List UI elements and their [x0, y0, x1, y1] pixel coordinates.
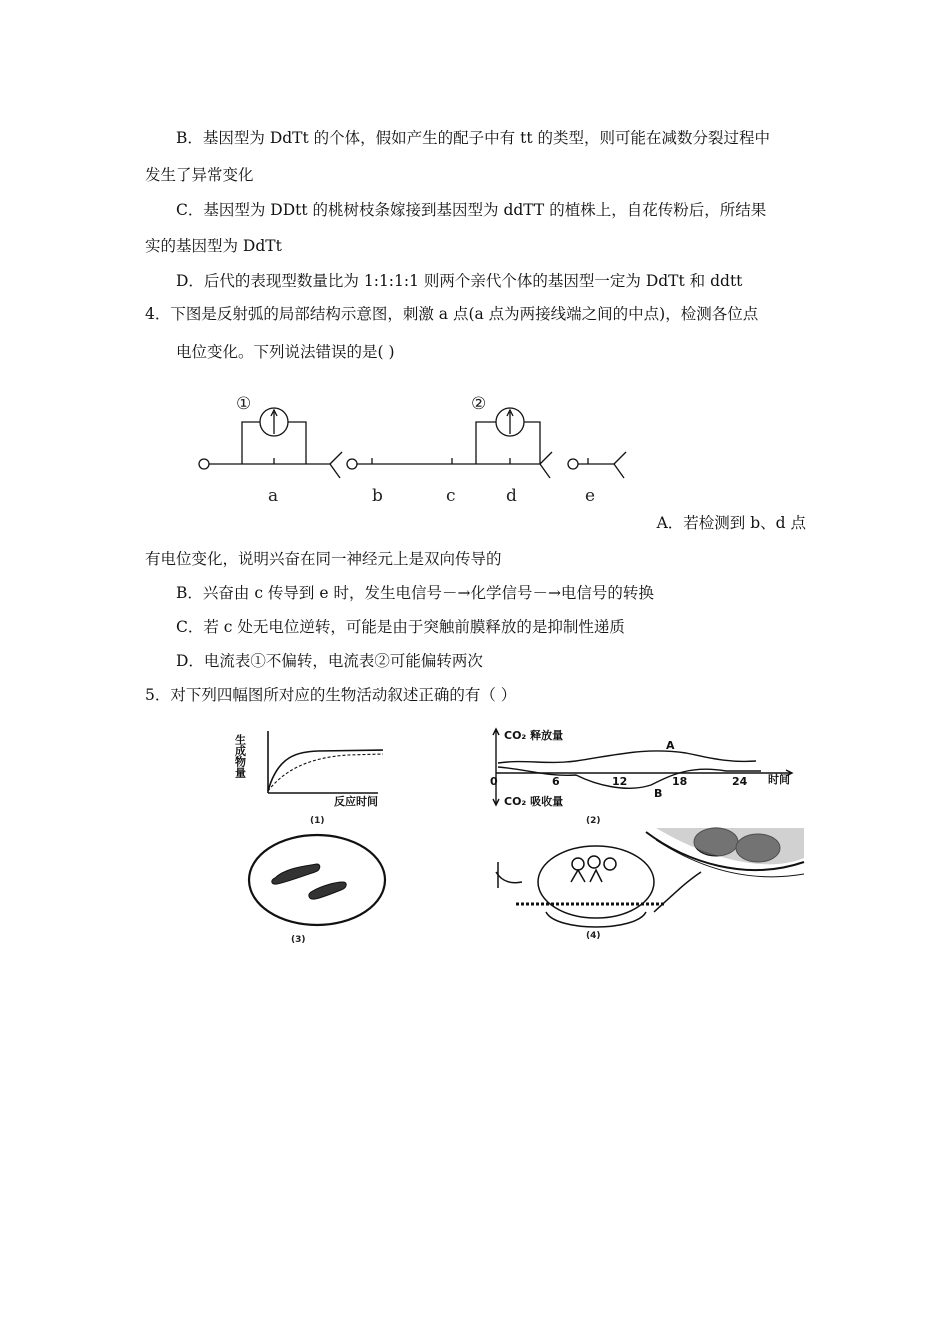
chromosome-1 [272, 864, 320, 884]
q4-option-b: B．兴奋由 c 传导到 e 时，发生电信号－→化学信号－→电信号的转换 [176, 584, 654, 602]
fig2-bottom-label: CO₂ 吸收量 [504, 795, 564, 808]
chromosome-2 [309, 882, 346, 899]
figure-4-cell-schematic [486, 822, 806, 942]
q4-stem-line2: 电位变化。下列说法错误的是( ) [176, 343, 395, 361]
point-label-b: b [372, 486, 383, 506]
fig1-ylabel: 生成物量 [233, 734, 247, 778]
q4-option-d: D．电流表①不偏转，电流表②可能偏转两次 [176, 652, 483, 670]
fig4-caption: (4) [586, 931, 601, 941]
q3-option-d: D．后代的表现型数量比为 1:1:1:1 则两个亲代个体的基因型一定为 DdTt 和 ddtt [176, 272, 743, 290]
fig2-tick-0: 0 [490, 775, 498, 788]
figure-2-co2-curve [486, 725, 806, 825]
neuron3-cell-body [568, 459, 578, 469]
fig2-caption: (2) [586, 816, 601, 826]
meter-1-label: ① [236, 394, 252, 414]
q4-option-a-line1: A．若检测到 b、d 点 [656, 514, 806, 532]
fig1-xlabel: 反应时间 [334, 795, 378, 808]
q4-option-a-line2: 有电位变化，说明兴奋在同一神经元上是双向传导的 [145, 550, 502, 568]
q3-option-b-line2: 发生了异常变化 [145, 166, 254, 184]
fig2-curve-b-label: B [654, 787, 663, 800]
point-label-a: a [268, 486, 279, 506]
point-label-d: d [506, 486, 517, 506]
fig2-tick-24: 24 [732, 775, 748, 788]
q4-option-c: C．若 c 处无电位逆转，可能是由于突触前膜释放的是抑制性递质 [176, 618, 625, 636]
figure-3-cell-chromosomes [235, 830, 405, 950]
q4-stem-line1: 4．下图是反射弧的局部结构示意图，刺激 a 点(a 点为两接线端之间的中点)，检测各位点 [145, 305, 759, 323]
reflex-arc-diagram [190, 385, 650, 505]
point-label-e: e [585, 486, 596, 506]
fig2-top-label: CO₂ 释放量 [504, 729, 564, 742]
figure-1-product-curve [233, 725, 408, 826]
fig2-tick-12: 12 [612, 775, 628, 788]
neuron1-cell-body [199, 459, 209, 469]
fig2-curve-a-label: A [666, 739, 675, 752]
fig2-tick-6: 6 [552, 775, 560, 788]
fig1-caption: (1) [310, 816, 325, 826]
neuron2-cell-body [347, 459, 357, 469]
fig3-caption: (3) [291, 935, 306, 945]
fig2-xlabel: 时间 [768, 773, 790, 786]
meter-2-label: ② [471, 394, 487, 414]
q3-option-c-line2: 实的基因型为 DdTt [145, 237, 282, 255]
q5-stem: 5．对下列四幅图所对应的生物活动叙述正确的有（ ） [145, 686, 517, 704]
point-label-c: c [446, 486, 456, 506]
q3-option-c-line1: C．基因型为 DDtt 的桃树枝条嫁接到基因型为 ddTT 的植株上，自花传粉后，所结果 [176, 201, 767, 219]
q3-option-b-line1: B．基因型为 DdTt 的个体，假如产生的配子中有 tt 的类型，则可能在减数分裂过程中 [176, 129, 770, 147]
fig2-tick-18: 18 [672, 775, 688, 788]
